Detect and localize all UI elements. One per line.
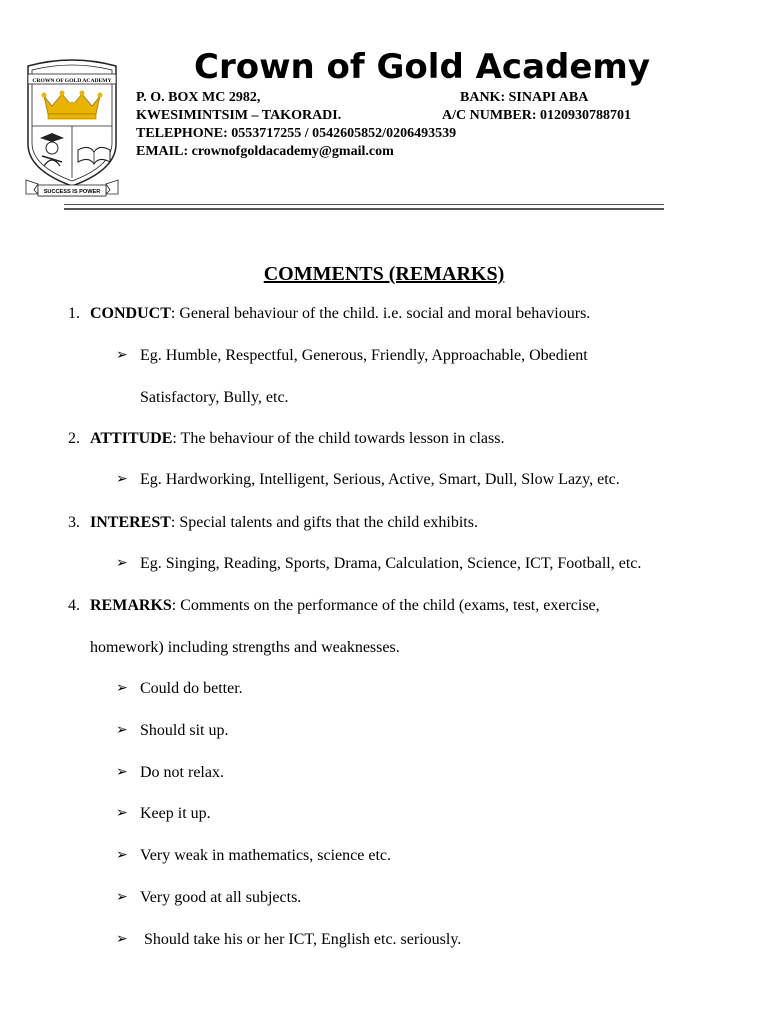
item-term: INTEREST: [90, 514, 171, 531]
list-item-conduct: [90, 304, 590, 324]
arrow-bullet-icon: ➢: [116, 806, 128, 821]
remark-item: Do not relax.: [140, 764, 224, 781]
arrow-bullet-icon: ➢: [116, 765, 128, 780]
arrow-bullet-icon: ➢: [116, 472, 128, 487]
item-description-cont: homework) including strengths and weaknesses.: [90, 639, 400, 656]
item-number: 2.: [68, 430, 80, 447]
header-divider-thick: [64, 208, 664, 210]
arrow-bullet-icon: ➢: [116, 848, 128, 863]
list-item-interest: [90, 513, 478, 533]
remark-item: Very good at all subjects.: [140, 889, 302, 906]
email-line: EMAIL: crownofgoldacademy@gmail.com: [136, 144, 394, 159]
motto-text: SUCCESS IS POWER: [43, 189, 101, 195]
item-description: : Special talents and gifts that the child exhibits.: [170, 514, 478, 531]
school-name: Crown of Gold Academy: [194, 47, 651, 87]
list-item-attitude: [90, 429, 504, 449]
example-interest: Eg. Singing, Reading, Sports, Drama, Calculation, Science, ICT, Football, etc.: [140, 555, 642, 572]
item-description: : The behaviour of the child towards lesson in class.: [172, 430, 505, 447]
example-conduct: Eg. Humble, Respectful, Generous, Friendly, Approachable, Obedient: [140, 347, 588, 364]
item-term: REMARKS: [90, 597, 172, 614]
bank-name: BANK: SINAPI ABA: [460, 90, 589, 105]
arrow-bullet-icon: ➢: [116, 932, 128, 947]
telephone-line: TELEPHONE: 0553717255 / 0542605852/0206493539: [136, 126, 457, 141]
example-conduct-cont: Satisfactory, Bully, etc.: [140, 389, 289, 406]
remark-item: Keep it up.: [140, 805, 211, 822]
item-term: CONDUCT: [90, 305, 171, 322]
arrow-bullet-icon: ➢: [116, 348, 128, 363]
arrow-bullet-icon: ➢: [116, 556, 128, 571]
remark-item: Could do better.: [140, 680, 243, 697]
crest-banner-text: CROWN OF GOLD ACADEMY: [32, 78, 112, 84]
arrow-bullet-icon: ➢: [116, 890, 128, 905]
account-number: A/C NUMBER: 0120930788701: [442, 108, 631, 123]
address-line: P. O. BOX MC 2982,: [136, 90, 261, 105]
item-number: 1.: [68, 305, 80, 322]
item-number: 3.: [68, 514, 80, 531]
arrow-bullet-icon: ➢: [116, 723, 128, 738]
remark-item: Should take his or her ICT, English etc. seriously.: [140, 931, 462, 948]
item-term: ATTITUDE: [90, 430, 173, 447]
item-description: : Comments on the performance of the child (exams, test, exercise,: [171, 597, 600, 614]
remark-item: Should sit up.: [140, 722, 229, 739]
arrow-bullet-icon: ➢: [116, 681, 128, 696]
page-title: COMMENTS (REMARKS): [263, 263, 505, 285]
town-line: KWESIMINTSIM – TAKORADI.: [136, 108, 342, 123]
example-attitude: Eg. Hardworking, Intelligent, Serious, Active, Smart, Dull, Slow Lazy, etc.: [140, 471, 620, 488]
remark-item: Very weak in mathematics, science etc.: [140, 847, 391, 864]
header-divider: [64, 204, 664, 205]
list-item-remarks: [90, 596, 600, 616]
item-number: 4.: [68, 597, 80, 614]
item-description: : General behaviour of the child. i.e. social and moral behaviours.: [170, 305, 591, 322]
school-crest-logo: [22, 58, 122, 200]
